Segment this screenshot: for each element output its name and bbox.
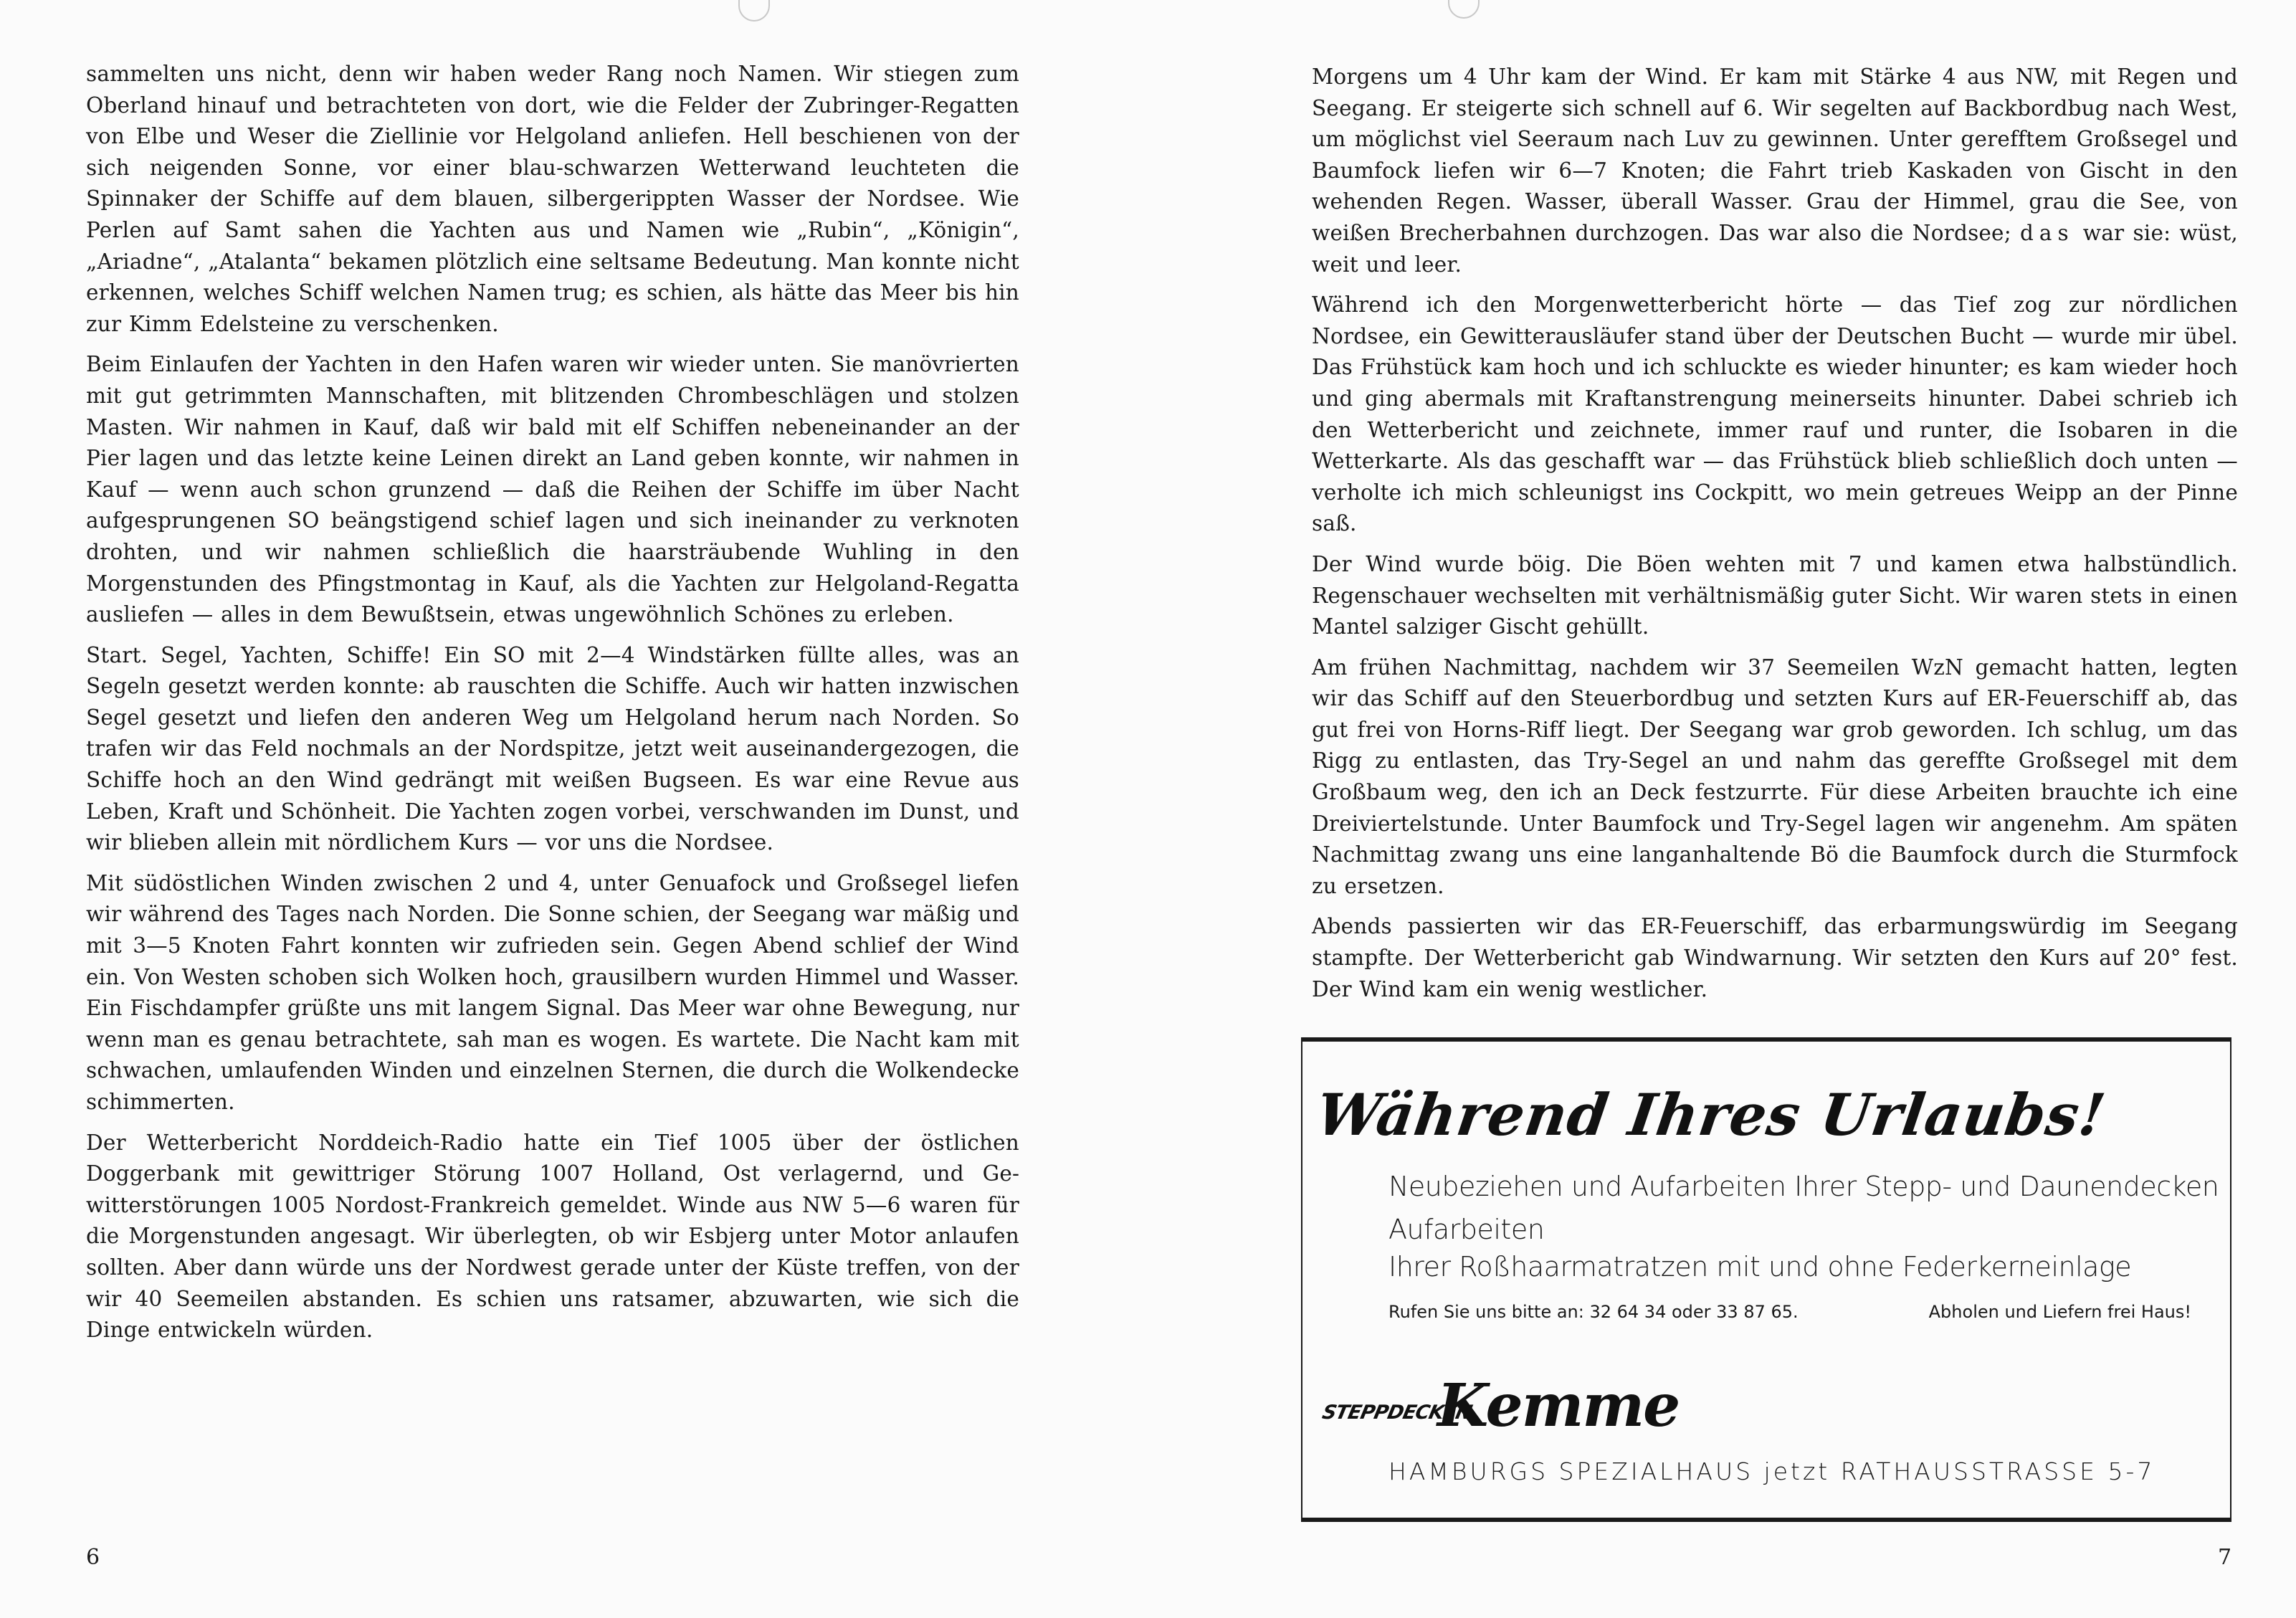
emphasized-word: das xyxy=(2020,220,2075,245)
paragraph: Der Wind wurde böig. Die Böen wehten mit 7 und kamen etwa halbstündlich. Regenschauer wechselten mit verhältnismäßig guter Sicht. Wir waren stets in einen Mantel salziger Gischt gehüllt. xyxy=(1312,551,2238,639)
binding-mark xyxy=(738,0,770,22)
binding-mark xyxy=(1448,0,1480,19)
brand-logo xyxy=(1320,1364,1753,1465)
page-number: 7 xyxy=(2218,1545,2232,1570)
paragraph: sammelten uns nicht, denn wir haben weder Rang noch Namen. Wir stiegen zum Oberland hinauf und betrachteten von dort, wie die Felder der Zubringer-Regatten von Elbe und Weser die Ziellinie vor Helgoland anliefen. Hell beschienen von der sich neigenden Sonne, vor einer blau-schwarzen Wetterwand leuchteten die Spinnaker der Schiffe auf dem blauen, silbergerippten Wasser der Nordsee. Wie Perlen auf Samt sahen die Yachten aus und Namen wie „Rubin“, „Königin“, „Ariadne“, „Atalanta“ bekamen plötzlich eine seltsame Bedeutung. Man konnte nicht erkennen, welches Schiff welchen Namen trug; es schien, als hätte das Meer bis hin zur Kimm Edelsteine zu verschenken. xyxy=(86,62,1019,336)
ad-contact xyxy=(1388,1302,2191,1322)
ad-service-line: Aufarbeiten xyxy=(1388,1214,1545,1245)
paragraph: Der Wetterbericht Norddeich-Radio hatte ein Tief 1005 über der östlichen Doggerbank mit gewittriger Störung 1007 Holland, Ost verlagernd, und Gewitterstörungen 1005 Nordost-Frankreich gemeldet. Winde aus NW 5—6 waren für die Morgenstunden angesagt. Wir überlegten, ob wir Esbjerg unter Motor anlaufen sollten. Aber dann würde uns der Nordwest gerade unter der Küste treffen, von der wir 40 Seemeilen abstanden. Es schien uns ratsamer, abzuwarten, wie sich die Dinge entwickeln würden. xyxy=(86,1130,1019,1343)
ad-delivery: Abholen und Liefern frei Haus! xyxy=(1928,1302,2191,1322)
ad-service-line: Ihrer Roßhaarmatratzen mit und ohne Federkerneinlage xyxy=(1388,1251,2132,1282)
paragraph: Mit südöstlichen Winden zwischen 2 und 4, unter Genuafock und Großsegel liefen wir während des Tages nach Norden. Die Sonne schien, der Seegang war mäßig und mit 3—5 Knoten Fahrt konnten wir zufrieden sein. Gegen Abend schlief der Wind ein. Von Westen schoben sich Wolken hoch, grausilbern wurden Himmel und Wasser. Ein Fischdampfer grüßte uns mit langem Signal. Das Meer war ohne Bewegung, nur wenn man es genau betrachtete, sah man es wogen. Es wartete. Die Nacht kam mit schwachen, umlaufenden Winden und einzelnen Sternen, die durch die Wolkendecke schimmerten. xyxy=(86,870,1019,1114)
ad-phone: Rufen Sie uns bitte an: 32 64 34 oder 33 87 65. xyxy=(1388,1302,1799,1322)
paragraph xyxy=(1312,62,2238,280)
paragraph: Start. Segel, Yachten, Schiffe! Ein SO mit 2—4 Windstärken füllte alles, was an Segeln gesetzt werden konnte: ab rauschten die Schiffe. Auch wir hatten inzwischen Segel gesetzt und liefen den anderen Weg um Helgoland herum nach Norden. So trafen wir das Feld nochmals an der Nordspitze, jetzt weit auseinandergezogen, die Schiffe hoch an den Wind gedrängt mit weißen Bugseen. Es war eine Revue aus Leben, Kraft und Schönheit. Die Yachten zogen vorbei, verschwanden im Dunst, und wir blieben allein mit nördlichem Kurs — vor uns die Nordsee. xyxy=(86,642,1019,855)
paragraph: Abends passierten wir das ER-Feuerschiff, das erbarmungswürdig im Seegang stampfte. Der Wetterbericht gab Windwarnung. Wir setzten den Kurs auf 20° fest. Der Wind kam ein wenig westlicher. xyxy=(1312,914,2238,1001)
right-page xyxy=(1147,0,2296,1618)
logo-prefix: STEPPDECKEN xyxy=(1320,1402,1474,1424)
ad-service-line: Neubeziehen und Aufarbeiten Ihrer Stepp- und Daunendecken xyxy=(1388,1171,2219,1202)
page-number: 6 xyxy=(86,1545,100,1570)
right-text-column xyxy=(1312,62,2238,1014)
advertisement xyxy=(1301,1037,2231,1522)
paragraph: Während ich den Morgenwetterbericht hörte — das Tief zog zur nördlichen Nordsee, ein Gewitterausläufer stand über der Deutschen Bucht — wurde mir übel. Das Frühstück kam hoch und ich schluckte es wieder hinunter; es kam wieder hoch und ging abermals mit Kraftanstrengung meinerseits hinunter. Dabei schrieb ich den Wetterbericht und zeichnete, immer rauf und runter, die Isobaren in die Wetterkarte. Als das geschafft war — das Frühstück blieb schließlich doch unten — verholte ich mich schleunigst ins Cockpitt, wo mein getreues Weipp an der Pinne saß. xyxy=(1312,292,2238,536)
left-text-column xyxy=(86,59,1019,1356)
paragraph-text: war sie: wüst, weit und leer. xyxy=(1312,220,2239,277)
logo-name: Kemme xyxy=(1437,1371,1680,1440)
paragraph: Am frühen Nachmittag, nachdem wir 37 Seemeilen WzN gemacht hatten, legten wir das Schiff auf den Steuerbordbug und setzten Kurs auf ER-Feuerschiff ab, das gut frei von Horns-Riff liegt. Der Seegang war grob geworden. Ich schlug, um das Rigg zu entlasten, das Try-Segel an und nahm das gereffte Großsegel mit dem Großbaum weg, den ich an Deck festzurrte. Für diese Arbeiten brauchte ich eine Dreiviertelstunde. Unter Baumfock und Try-Segel lagen wir angenehm. Am späten Nachmittag zwang uns eine langanhaltende Bö die Baumfock durch die Sturmfock zu ersetzen. xyxy=(1312,655,2238,898)
ad-headline: Während Ihres Urlaubs! xyxy=(1312,1081,2110,1148)
paragraph: Beim Einlaufen der Yachten in den Hafen waren wir wieder unten. Sie manövrierten mit gut getrimmten Mannschaften, mit blitzenden Chrombeschlägen und stolzen Masten. Wir nahmen in Kauf, daß wir bald mit elf Schiffen nebeneinander an der Pier lagen und das letzte keine Leinen direkt an Land geben konnte, wir nahmen in Kauf — wenn auch schon grunzend — daß die Reihen der Schiffe im über Nacht aufgesprungenen SO beängstigend schief lagen und sich ineinander zu verknoten drohten, und wir nahmen schließlich die haarsträubende Wuhling in den Morgenstunden des Pfingstmontag in Kauf, als die Yachten zur Helgoland-Regatta ausliefen — alles in dem Bewußtsein, etwas ungewöhnlich Schönes zu erleben. xyxy=(86,352,1019,627)
paragraph-text: Morgens um 4 Uhr kam der Wind. Er kam mit Stärke 4 aus NW, mit Regen und Seegang. Er steigerte sich schnell auf 6. Wir segelten auf Backbordbug nach West, um möglichst viel Seeraum nach Luv zu gewinnen. Unter gerefftem Großsegel und Baumfock liefen wir 6—7 Knoten; die Fahrt trieb Kaskaden von Gischt in den wehenden Regen. Wasser, überall Wasser. Grau der Himmel, grau die See, von weißen Brecherbahnen durchzogen. Das war also die Nordsee; xyxy=(1312,65,2238,245)
left-page xyxy=(0,0,1147,1618)
ad-address: HAMBURGS SPEZIALHAUS jetzt RATHAUSSTRASSE 5-7 xyxy=(1388,1457,2156,1485)
